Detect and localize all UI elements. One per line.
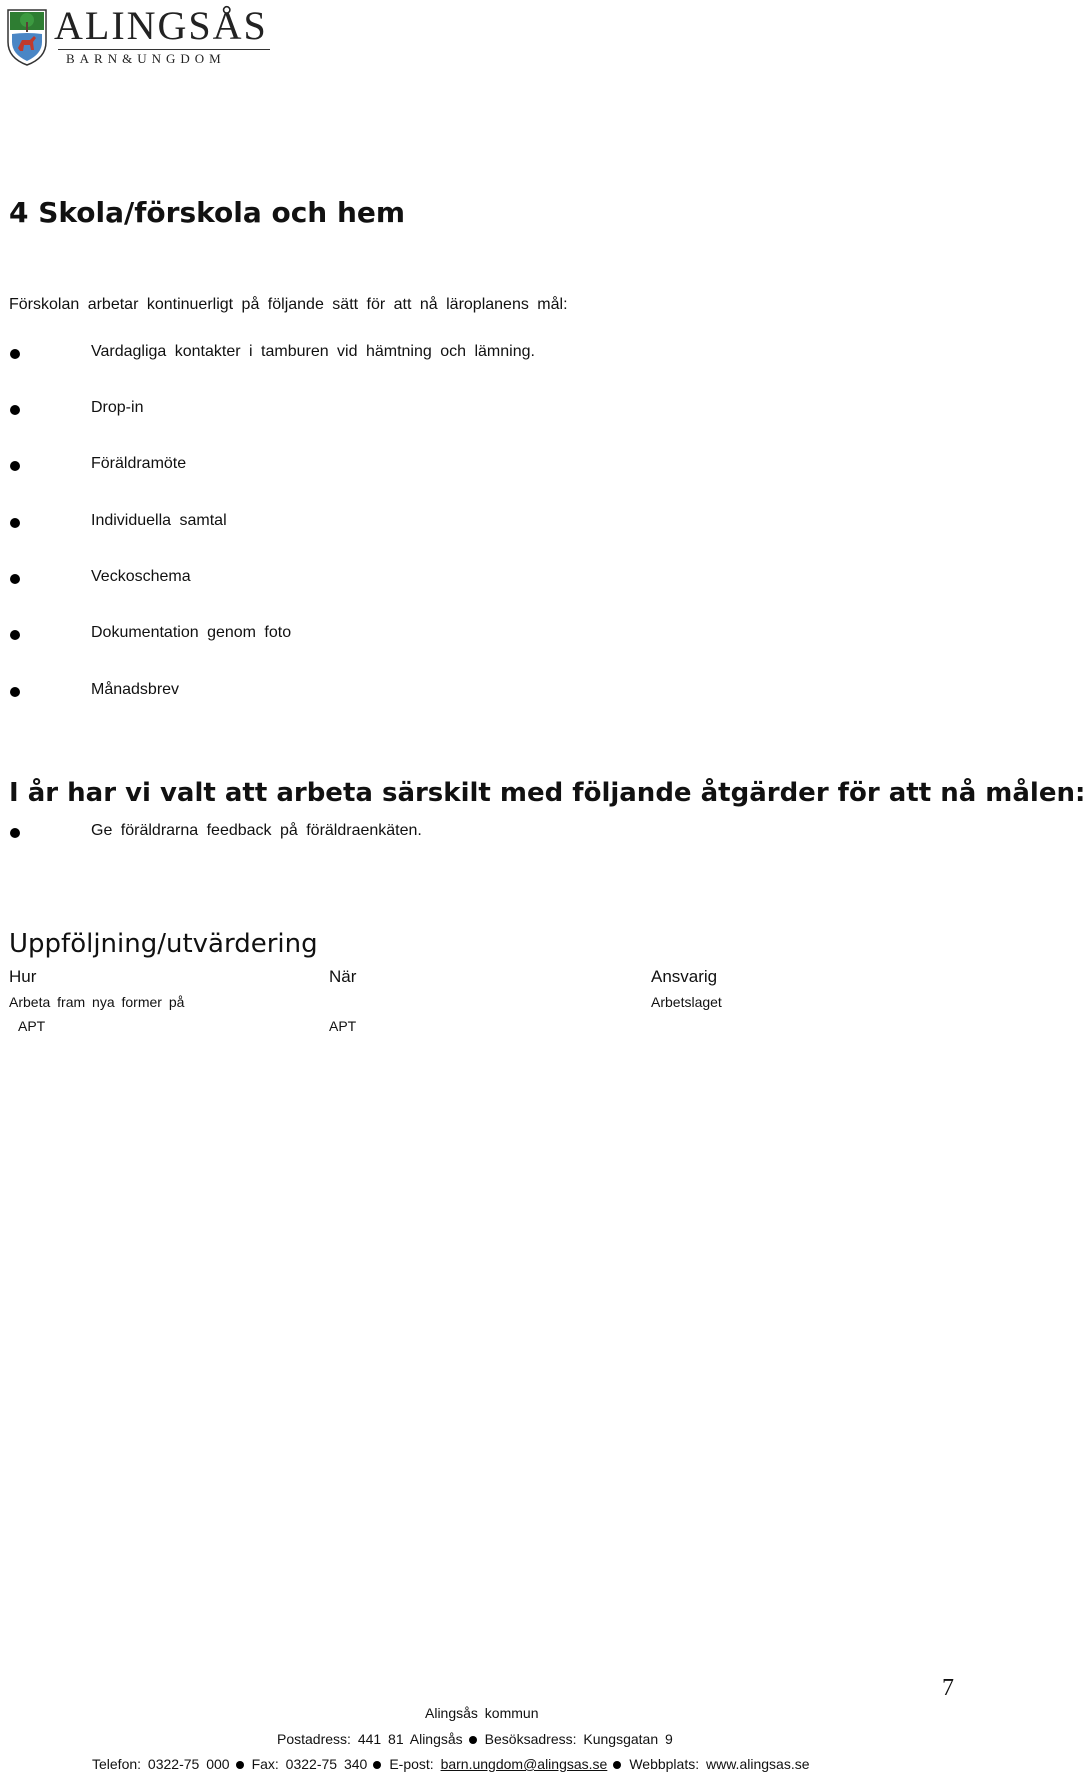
footer-web-label: Webbplats: [629,1756,700,1772]
bullet-icon [10,349,20,359]
list-item-text: Ge föräldrarna feedback på föräldraenkäten. [91,822,422,839]
footer-visit: Besöksadress: Kungsgatan 9 [484,1731,673,1747]
list-item [0,343,900,367]
column-header-ansvarig: Ansvarig [651,967,718,986]
table-cell-nar: APT [329,1018,357,1034]
list-item [0,512,900,536]
logo-subtitle: BARN&UNGDOM [66,51,226,66]
column-header-hur: Hur [9,967,37,986]
table-cell-hur-line2: APT [18,1018,46,1034]
footer-web-link[interactable]: www.alingsas.se [706,1756,810,1772]
list-item [0,681,900,705]
separator-dot-icon [613,1761,621,1769]
footer-contact-line [92,1756,810,1772]
footer-email-label: E-post: [389,1756,434,1772]
bullet-icon [10,518,20,528]
list-item [0,399,900,423]
separator-dot-icon [373,1761,381,1769]
separator-dot-icon [469,1736,477,1744]
logo-name: ALINGSÅS [54,3,268,48]
bullet-icon [10,630,20,640]
bullet-icon [10,828,20,838]
page-number: 7 [942,1675,954,1701]
logo-rule [58,49,270,50]
coat-of-arms-icon [6,8,48,66]
intro-text: Förskolan arbetar kontinuerligt på följande sätt för att nå läroplanens mål: [9,296,568,313]
footer-address-line [277,1731,673,1747]
list-item-text: Veckoschema [91,568,191,585]
table-cell-ansvarig: Arbetslaget [651,994,722,1010]
footer-postal: Postadress: 441 81 Alingsås [277,1731,463,1747]
footer-org: Alingsås kommun [425,1705,539,1721]
footer-fax: Fax: 0322-75 340 [251,1756,368,1772]
list-item [0,455,900,479]
list-item-text: Föräldramöte [91,455,187,472]
bullet-icon [10,461,20,471]
list-item-text: Dokumentation genom foto [91,624,292,641]
list-item [0,822,900,846]
bullet-icon [10,405,20,415]
municipality-logo [6,3,271,66]
column-header-nar: När [329,967,357,986]
table-cell-hur-line1: Arbeta fram nya former på [9,994,185,1010]
list-item-text: Individuella samtal [91,512,227,529]
footer-email-link[interactable]: barn.ungdom@alingsas.se [440,1756,608,1772]
section-title: 4 Skola/förskola och hem [9,196,406,229]
list-item-text: Månadsbrev [91,681,180,698]
list-item-text: Vardagliga kontakter i tamburen vid hämtning och lämning. [91,343,535,360]
separator-dot-icon [236,1761,244,1769]
bullet-icon [10,687,20,697]
list-item [0,568,900,592]
list-item-text: Drop-in [91,399,144,416]
measures-heading: I år har vi valt att arbeta särskilt med följande åtgärder för att nå målen: [9,778,1085,808]
followup-heading: Uppföljning/utvärdering [9,929,318,959]
footer-phone: Telefon: 0322-75 000 [92,1756,230,1772]
list-item [0,624,900,648]
bullet-icon [10,574,20,584]
